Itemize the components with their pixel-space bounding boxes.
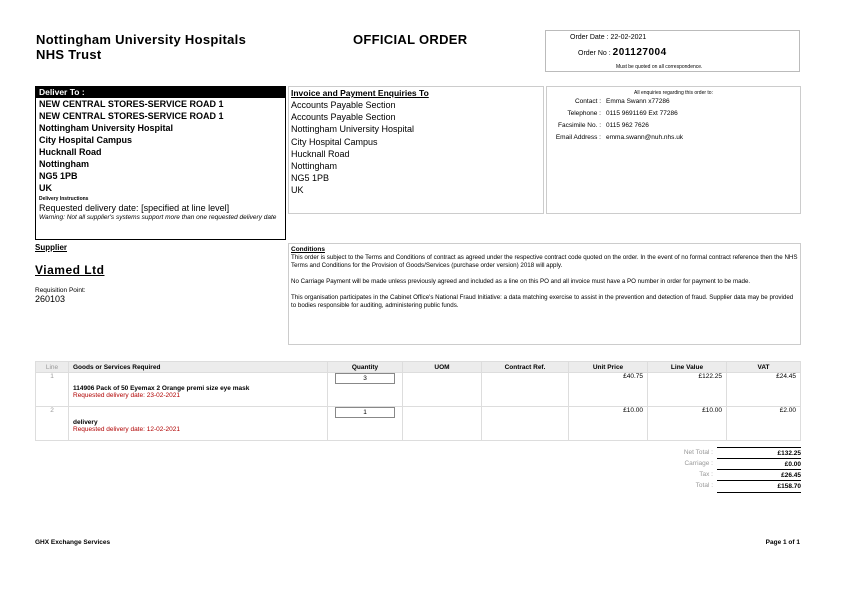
delivery-warning: Warning: Not all supplier's systems support more than one requested delivery date <box>39 214 277 221</box>
conditions-paragraph: This organisation participates in the Cabinet Office's National Fraud Initiative: a data matching exercise to assist in the prevention and detection of fraud. Supplier data may be provided to bodies responsible for auditing, administering public funds. <box>291 294 794 309</box>
requisition-point-value: 260103 <box>35 294 66 304</box>
totals-section <box>660 447 801 491</box>
address-line: Nottingham <box>39 159 89 169</box>
address-line: NEW CENTRAL STORES-SERVICE ROAD 1 <box>39 99 224 109</box>
col-quantity: Quantity <box>328 362 403 373</box>
conditions-paragraph: No Carriage Payment will be made unless previously agreed and included as a line on this PO and all invoice must have a PO number in order for payment to be made. <box>291 278 751 285</box>
order-number <box>578 47 667 58</box>
vat-value: £2.00 <box>727 407 801 441</box>
footer-left: GHX Exchange Services <box>35 539 111 546</box>
invoice-heading: Invoice and Payment Enquiries To <box>291 88 429 98</box>
total-value: £132.25 <box>717 447 801 459</box>
contact-key: Contact : <box>574 98 601 105</box>
delivery-instructions-label: Delivery Instructions <box>39 196 89 202</box>
contact-box <box>546 86 801 214</box>
contact-value: Emma Swann x77286 <box>606 98 670 105</box>
address-line: Nottingham University Hospital <box>39 123 174 133</box>
uom-cell <box>403 373 482 407</box>
supplier-name: Viamed Ltd <box>35 263 105 277</box>
total-label: Tax : <box>699 471 713 478</box>
vat-value: £24.45 <box>727 373 801 407</box>
document-title: OFFICIAL ORDER <box>353 32 468 47</box>
deliver-to-box <box>35 86 286 240</box>
address-line: Hucknall Road <box>39 147 102 157</box>
invoice-line: City Hospital Campus <box>291 136 378 147</box>
address-line: NEW CENTRAL STORES-SERVICE ROAD 1 <box>39 111 224 121</box>
table-row <box>36 373 801 407</box>
line-number: 2 <box>36 407 69 441</box>
requested-delivery-date: Requested delivery date: 23-02-2021 <box>73 392 180 399</box>
quantity-value: 3 <box>335 373 395 384</box>
order-date-value: 22-02-2021 <box>610 34 647 41</box>
invoice-line: Accounts Payable Section <box>291 112 396 123</box>
order-number-label: Order No : <box>578 50 611 57</box>
carriage-row <box>660 458 801 469</box>
deliver-to-address <box>36 98 285 194</box>
org-line-1: Nottingham University Hospitals <box>36 32 247 47</box>
contact-email[interactable]: emma.swann@nuh.nhs.uk <box>606 134 684 141</box>
col-line: Line <box>36 362 69 373</box>
order-date <box>570 34 646 41</box>
invoice-line: Hucknall Road <box>291 148 350 159</box>
total-label: Net Total : <box>683 449 713 456</box>
order-number-note: Must be quoted on all correspondence. <box>616 64 703 70</box>
uom-cell <box>403 407 482 441</box>
contact-row <box>547 96 800 108</box>
invoice-line: UK <box>291 185 304 196</box>
contract-cell <box>482 373 569 407</box>
table-row <box>36 407 801 441</box>
col-vat: VAT <box>727 362 801 373</box>
goods-cell <box>69 373 328 407</box>
col-line-value: Line Value <box>648 362 727 373</box>
total-value: £0.00 <box>717 458 801 470</box>
col-contract-ref: Contract Ref. <box>482 362 569 373</box>
contact-key: Email Address : <box>555 134 601 141</box>
org-line-2: NHS Trust <box>36 47 102 62</box>
invoice-line: Nottingham University Hospital <box>291 124 415 135</box>
quantity-cell <box>328 407 403 441</box>
table-header-row <box>36 362 801 373</box>
line-number: 1 <box>36 373 69 407</box>
contact-row <box>547 108 800 120</box>
requested-delivery-date: Requested delivery date: 12-02-2021 <box>73 426 180 433</box>
order-date-label: Order Date : <box>570 34 609 41</box>
contact-value: 0115 9691169 Ext 77286 <box>606 110 678 117</box>
tax-row <box>660 469 801 480</box>
quantity-value: 1 <box>335 407 395 418</box>
supplier-section <box>35 243 286 304</box>
line-value: £122.25 <box>648 373 727 407</box>
order-info-box <box>545 30 800 72</box>
address-line: City Hospital Campus <box>39 135 133 145</box>
requisition-point-label: Requisition Point: <box>35 287 86 294</box>
organisation-name <box>36 32 246 62</box>
conditions-paragraph: This order is subject to the Terms and Conditions of contract as agreed under the respective contract code quoted on the order. In the event of no formal contract reference then the NHS Terms and Conditions for the Provision of Goods/Services (purchase order version) 2018 will apply. <box>291 254 798 269</box>
total-value: £26.45 <box>717 469 801 481</box>
line-value: £10.00 <box>648 407 727 441</box>
invoice-box <box>288 86 544 214</box>
supplier-heading: Supplier <box>35 243 68 252</box>
item-description: 114906 Pack of 50 Eyemax 2 Orange premi size eye mask <box>73 385 250 392</box>
deliver-to-heading: Deliver To : <box>36 87 285 98</box>
conditions-box <box>288 243 801 345</box>
delivery-instructions: Requested delivery date: [specified at line level] <box>39 203 230 213</box>
unit-price: £40.75 <box>569 373 648 407</box>
unit-price: £10.00 <box>569 407 648 441</box>
col-uom: UOM <box>403 362 482 373</box>
contact-value: 0115 962 7626 <box>606 122 649 129</box>
address-line: NG5 1PB <box>39 171 78 181</box>
order-number-value: 201127004 <box>612 47 667 58</box>
invoice-line: Accounts Payable Section <box>291 100 396 110</box>
total-value: £158.70 <box>717 480 801 493</box>
item-description: delivery <box>73 419 98 426</box>
total-label: Total : <box>695 482 713 489</box>
contact-heading: All enquiries regarding this order to: <box>634 90 713 96</box>
conditions-heading: Conditions <box>291 246 325 253</box>
invoice-line: NG5 1PB <box>291 173 330 184</box>
invoice-line: Nottingham <box>291 161 338 172</box>
contract-cell <box>482 407 569 441</box>
total-label: Carriage : <box>684 460 713 467</box>
col-goods: Goods or Services Required <box>69 362 328 373</box>
goods-cell <box>69 407 328 441</box>
contact-key: Facsimile No. : <box>558 122 601 129</box>
order-lines-table <box>35 361 801 441</box>
quantity-cell <box>328 373 403 407</box>
contact-key: Telephone : <box>567 110 601 117</box>
net-total-row <box>660 447 801 458</box>
address-line: UK <box>39 183 52 193</box>
col-unit-price: Unit Price <box>569 362 648 373</box>
page-number: Page 1 of 1 <box>765 539 800 546</box>
contact-row <box>547 132 800 144</box>
contact-row <box>547 120 800 132</box>
grand-total-row <box>660 480 801 491</box>
